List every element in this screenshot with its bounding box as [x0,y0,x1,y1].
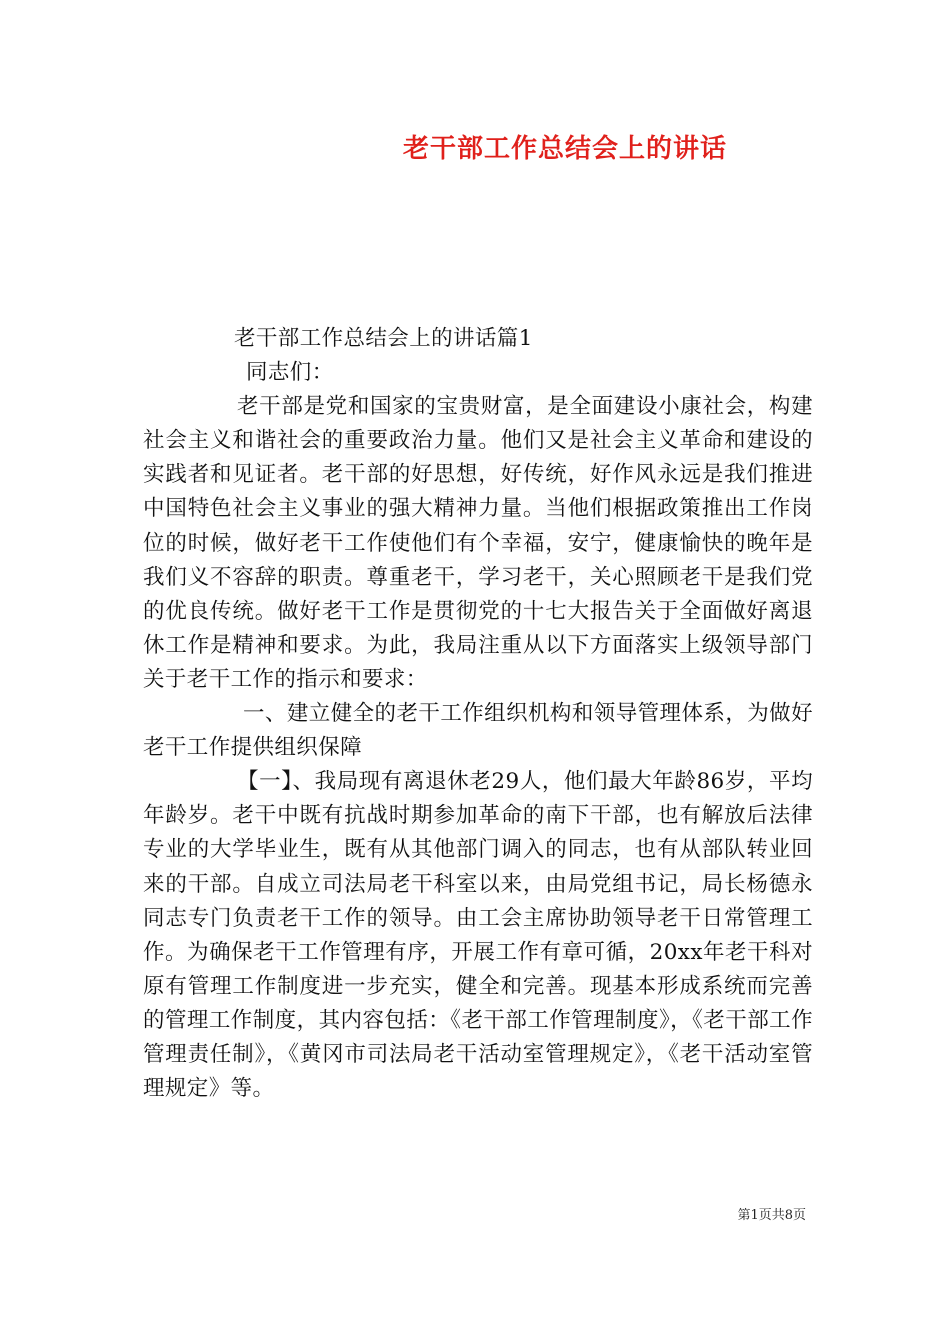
section-subtitle: 老干部工作总结会上的讲话篇1 [234,326,533,351]
page-number: 第1页共8页 [737,1208,806,1223]
paragraph-intro: 老干部是党和国家的宝贵财富，是全面建设小康社会，构建社会主义和谐社会的重要政治力量。他们又是社会主义革命和建设的实践者和见证者。老干部的好思想，好传统，好作风永远是我们推进中国特色社会主义事业的强大精神力量。当他们根据政策推出工作岗位的时候，做好老干工作使他们有个幸福，安宁，健康愉快的晚年是我们义不容辞的职责。尊重老干，学习老干，关心照顾老干是我们党的优良传统。做好老干工作是贯彻党的十七大报告关于全面做好离退休工作是精神和要求。为此，我局注重从以下方面落实上级领导部门关于老干工作的指示和要求： [143,394,813,692]
salutation: 同志们： [246,360,334,386]
paragraph-detail: 【一】、我局现有离退休老29人，他们最大年龄86岁，平均年龄岁。老干中既有抗战时期参加革命的南下干部，也有解放后法律专业的大学毕业生，既有从其他部门调入的同志，也有从部队转业回来的干部。自成立司法局老干科室以来，由局党组书记，局长杨德永同志专门负责老干工作的领导。由工会主席协助领导老干日常管理工作。为确保老干工作管理有序，开展工作有章可循，20xx年老干科对原有管理工作制度进一步充实，健全和完善。现基本形成系统而完善的管理工作制度，其内容包括：《老干部工作管理制度》，《老干部工作管理责任制》，《黄冈市司法局老干活动室管理规定》，《老干活动室管理规定》等。 [143,769,813,1102]
document-body [143,322,813,1106]
paragraph-heading-one: 一、建立健全的老干工作组织机构和领导管理体系，为做好老干工作提供组织保障 [143,701,813,761]
document-title: 老干部工作总结会上的讲话 [402,134,727,164]
